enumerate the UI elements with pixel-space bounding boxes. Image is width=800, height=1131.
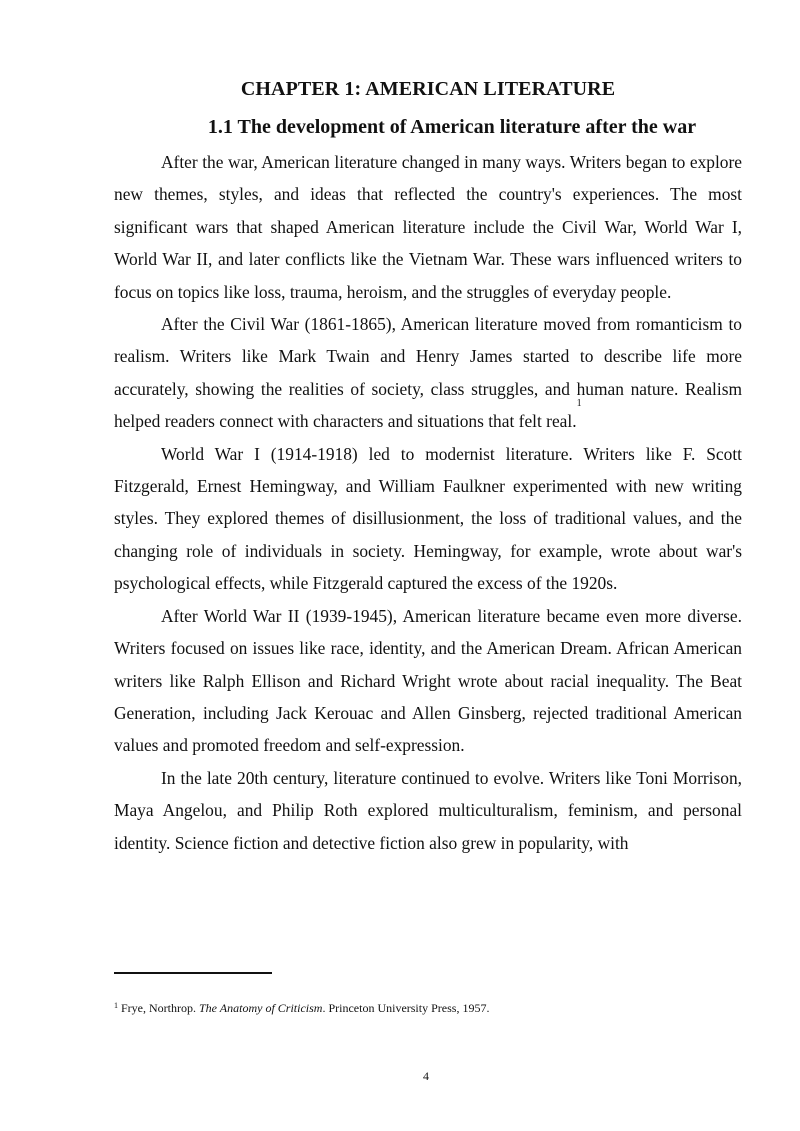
footnote-reference[interactable]: 1 — [576, 398, 582, 410]
paragraph-5: In the late 20th century, literature continued to evolve. Writers like Toni Morrison, Maya Angelou, and Philip Roth explored multiculturalism, feminism, and personal identity. Science fiction and detective fiction also grew in popularity, with — [114, 767, 742, 853]
footnote-publisher: . Princeton University Press, 1957. — [322, 1001, 490, 1015]
section-title: 1.1 The development of American literature after the war — [207, 116, 697, 138]
footnote — [114, 1000, 742, 1016]
paragraph-3: World War I (1914-1918) led to modernist literature. Writers like F. Scott Fitzgerald, Ernest Hemingway, and William Faulkner experimented with new writing styles. They explored themes of disillusionment, the loss of traditional values, and the changing role of individuals in society. Hemingway, for example, wrote about war's psychological effects, while Fitzgerald captured the excess of the 1920s. — [114, 443, 742, 594]
footnote-divider — [114, 972, 272, 974]
footnote-title: The Anatomy of Criticism — [199, 1001, 323, 1015]
footnote-author: Frye, Northrop. — [121, 1001, 196, 1015]
body-text — [114, 146, 742, 859]
footnote-marker: 1 — [114, 1001, 118, 1010]
paragraph-2-text: After the Civil War (1861-1865), American literature moved from romanticism to realism. Writers like Mark Twain and Henry James started to describe life more accurately, showing the realities of society, class struggles, and human nature. Realism helped readers connect with characters and situations that felt real. — [114, 314, 742, 432]
paragraph-2 — [114, 308, 742, 438]
paragraph-4: After World War II (1939-1945), American literature became even more diverse. Writers focused on issues like race, identity, and the American Dream. African American writers like Ralph Ellison and Richard Wright wrote about racial inequality. The Beat Generation, including Jack Kerouac and Allen Ginsberg, rejected traditional American values and promoted freedom and self-expression. — [114, 605, 742, 756]
paragraph-1: After the war, American literature changed in many ways. Writers began to explore new themes, styles, and ideas that reflected the country's experiences. The most significant wars that shaped American literature include the Civil War, World War I, World War II, and later conflicts like the Vietnam War. These wars influenced writers to focus on topics like loss, trauma, heroism, and the struggles of everyday people. — [114, 152, 742, 302]
chapter-title: CHAPTER 1: AMERICAN LITERATURE — [240, 78, 616, 100]
page-number: 4 — [423, 1069, 429, 1083]
